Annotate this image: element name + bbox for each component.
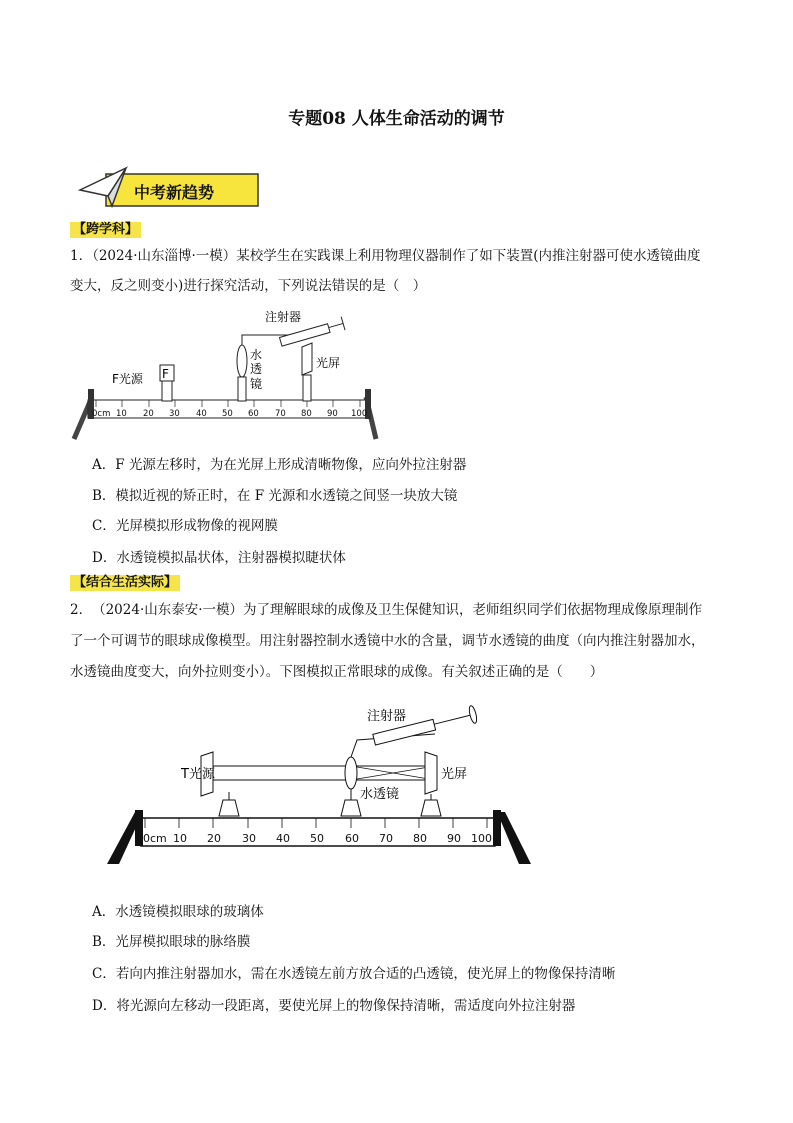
q1-option-c: C．光屏模拟形成物像的视网膜: [92, 518, 278, 534]
q2-option-d: D．将光源向左移动一段距离，要使光屏上的物像保持清晰，需适度向外拉注射器: [92, 998, 576, 1014]
q2-ruler-label: 70: [379, 832, 393, 845]
q2-stem-line3: 水透镜曲度变大，向外拉则变小）。下图模拟正常眼球的成像。有关叙述正确的是（ ）: [70, 664, 604, 680]
q2-ruler-label: 50: [310, 832, 324, 845]
q2-ruler-label: 0cm: [143, 832, 167, 845]
q1-stem-line1: 1．（2024·山东淄博·一模）某校学生在实践课上利用物理仪器制作了如下装置(内推注射器可使水透镜曲度: [70, 248, 701, 264]
q1-option-a: A．F 光源左移时，为在光屏上形成清晰物像，应向外拉注射器: [92, 457, 467, 473]
q1-ruler-label: 20: [143, 409, 154, 419]
q2-syringe-label: 注射器: [367, 709, 407, 724]
q2-ruler-label: 100: [471, 832, 492, 845]
q2-screen-label: 光屏: [441, 767, 468, 782]
q1-source-label: F光源: [112, 372, 143, 386]
q2-option-a: A．水透镜模拟眼球的玻璃体: [92, 904, 264, 920]
q2-ruler-label: 10: [173, 832, 187, 845]
q1-tag: 【跨学科】: [70, 222, 141, 238]
q1-lens-char: 水: [250, 348, 263, 362]
q1-ruler-label: 40: [196, 409, 207, 419]
q2-figure: [105, 700, 535, 870]
q1-lens-char: 镜: [250, 377, 263, 391]
q2-ruler-label: 30: [242, 832, 256, 845]
q1-ruler-label: 30: [169, 409, 180, 419]
q1-option-d: D．水透镜模拟晶状体，注射器模拟睫状体: [92, 550, 346, 566]
q1-screen-label: 光屏: [316, 356, 341, 370]
q1-ruler-label: 100: [351, 409, 368, 419]
q2-ruler-label: 20: [207, 832, 221, 845]
section-banner: [78, 166, 263, 212]
q2-stem-line1: 2． （2024·山东泰安·一模）为了理解眼球的成像及卫生保健知识，老师组织同学们依据物理成像原理制作: [70, 602, 703, 618]
q1-syringe-label: 注射器: [265, 310, 302, 324]
q1-ruler-label: 90: [327, 409, 338, 419]
q1-ruler-label: 80: [301, 409, 312, 419]
q1-ruler-label: 10: [116, 409, 127, 419]
banner-label: 中考新趋势: [134, 183, 215, 202]
q1-lens-char: 透: [250, 362, 263, 376]
q2-tag: 【结合生活实际】: [70, 575, 180, 591]
q2-ruler-label: 80: [413, 832, 427, 845]
q2-option-b: B．光屏模拟眼球的脉络膜: [92, 934, 251, 950]
q1-source-letter: F: [162, 367, 169, 381]
q2-ruler-label: 40: [276, 832, 290, 845]
q2-ruler-label: 90: [447, 832, 461, 845]
q1-figure: [70, 305, 380, 445]
q2-source-label: T光源: [181, 767, 215, 782]
q2-lens-label: 水透镜: [360, 787, 400, 802]
q2-stem-line2: 了一个可调节的眼球成像模型。用注射器控制水透镜中水的含量，调节水透镜的曲度（向内推注射器加水，: [70, 633, 705, 649]
q1-ruler-label: 0cm: [92, 409, 111, 419]
q1-ruler-label: 60: [248, 409, 259, 419]
q1-ruler-label: 70: [275, 409, 286, 419]
q2-ruler-label: 60: [345, 832, 359, 845]
q1-stem-line2: 变大，反之则变小)进行探究活动，下列说法错误的是（ ）: [70, 278, 427, 294]
page-title: 专题08 人体生命活动的调节: [288, 109, 505, 129]
q1-option-b: B．模拟近视的矫正时，在 F 光源和水透镜之间竖一块放大镜: [92, 488, 458, 504]
q1-ruler-label: 50: [222, 409, 233, 419]
q2-option-c: C．若向内推注射器加水，需在水透镜左前方放合适的凸透镜，使光屏上的物像保持清晰: [92, 966, 616, 982]
